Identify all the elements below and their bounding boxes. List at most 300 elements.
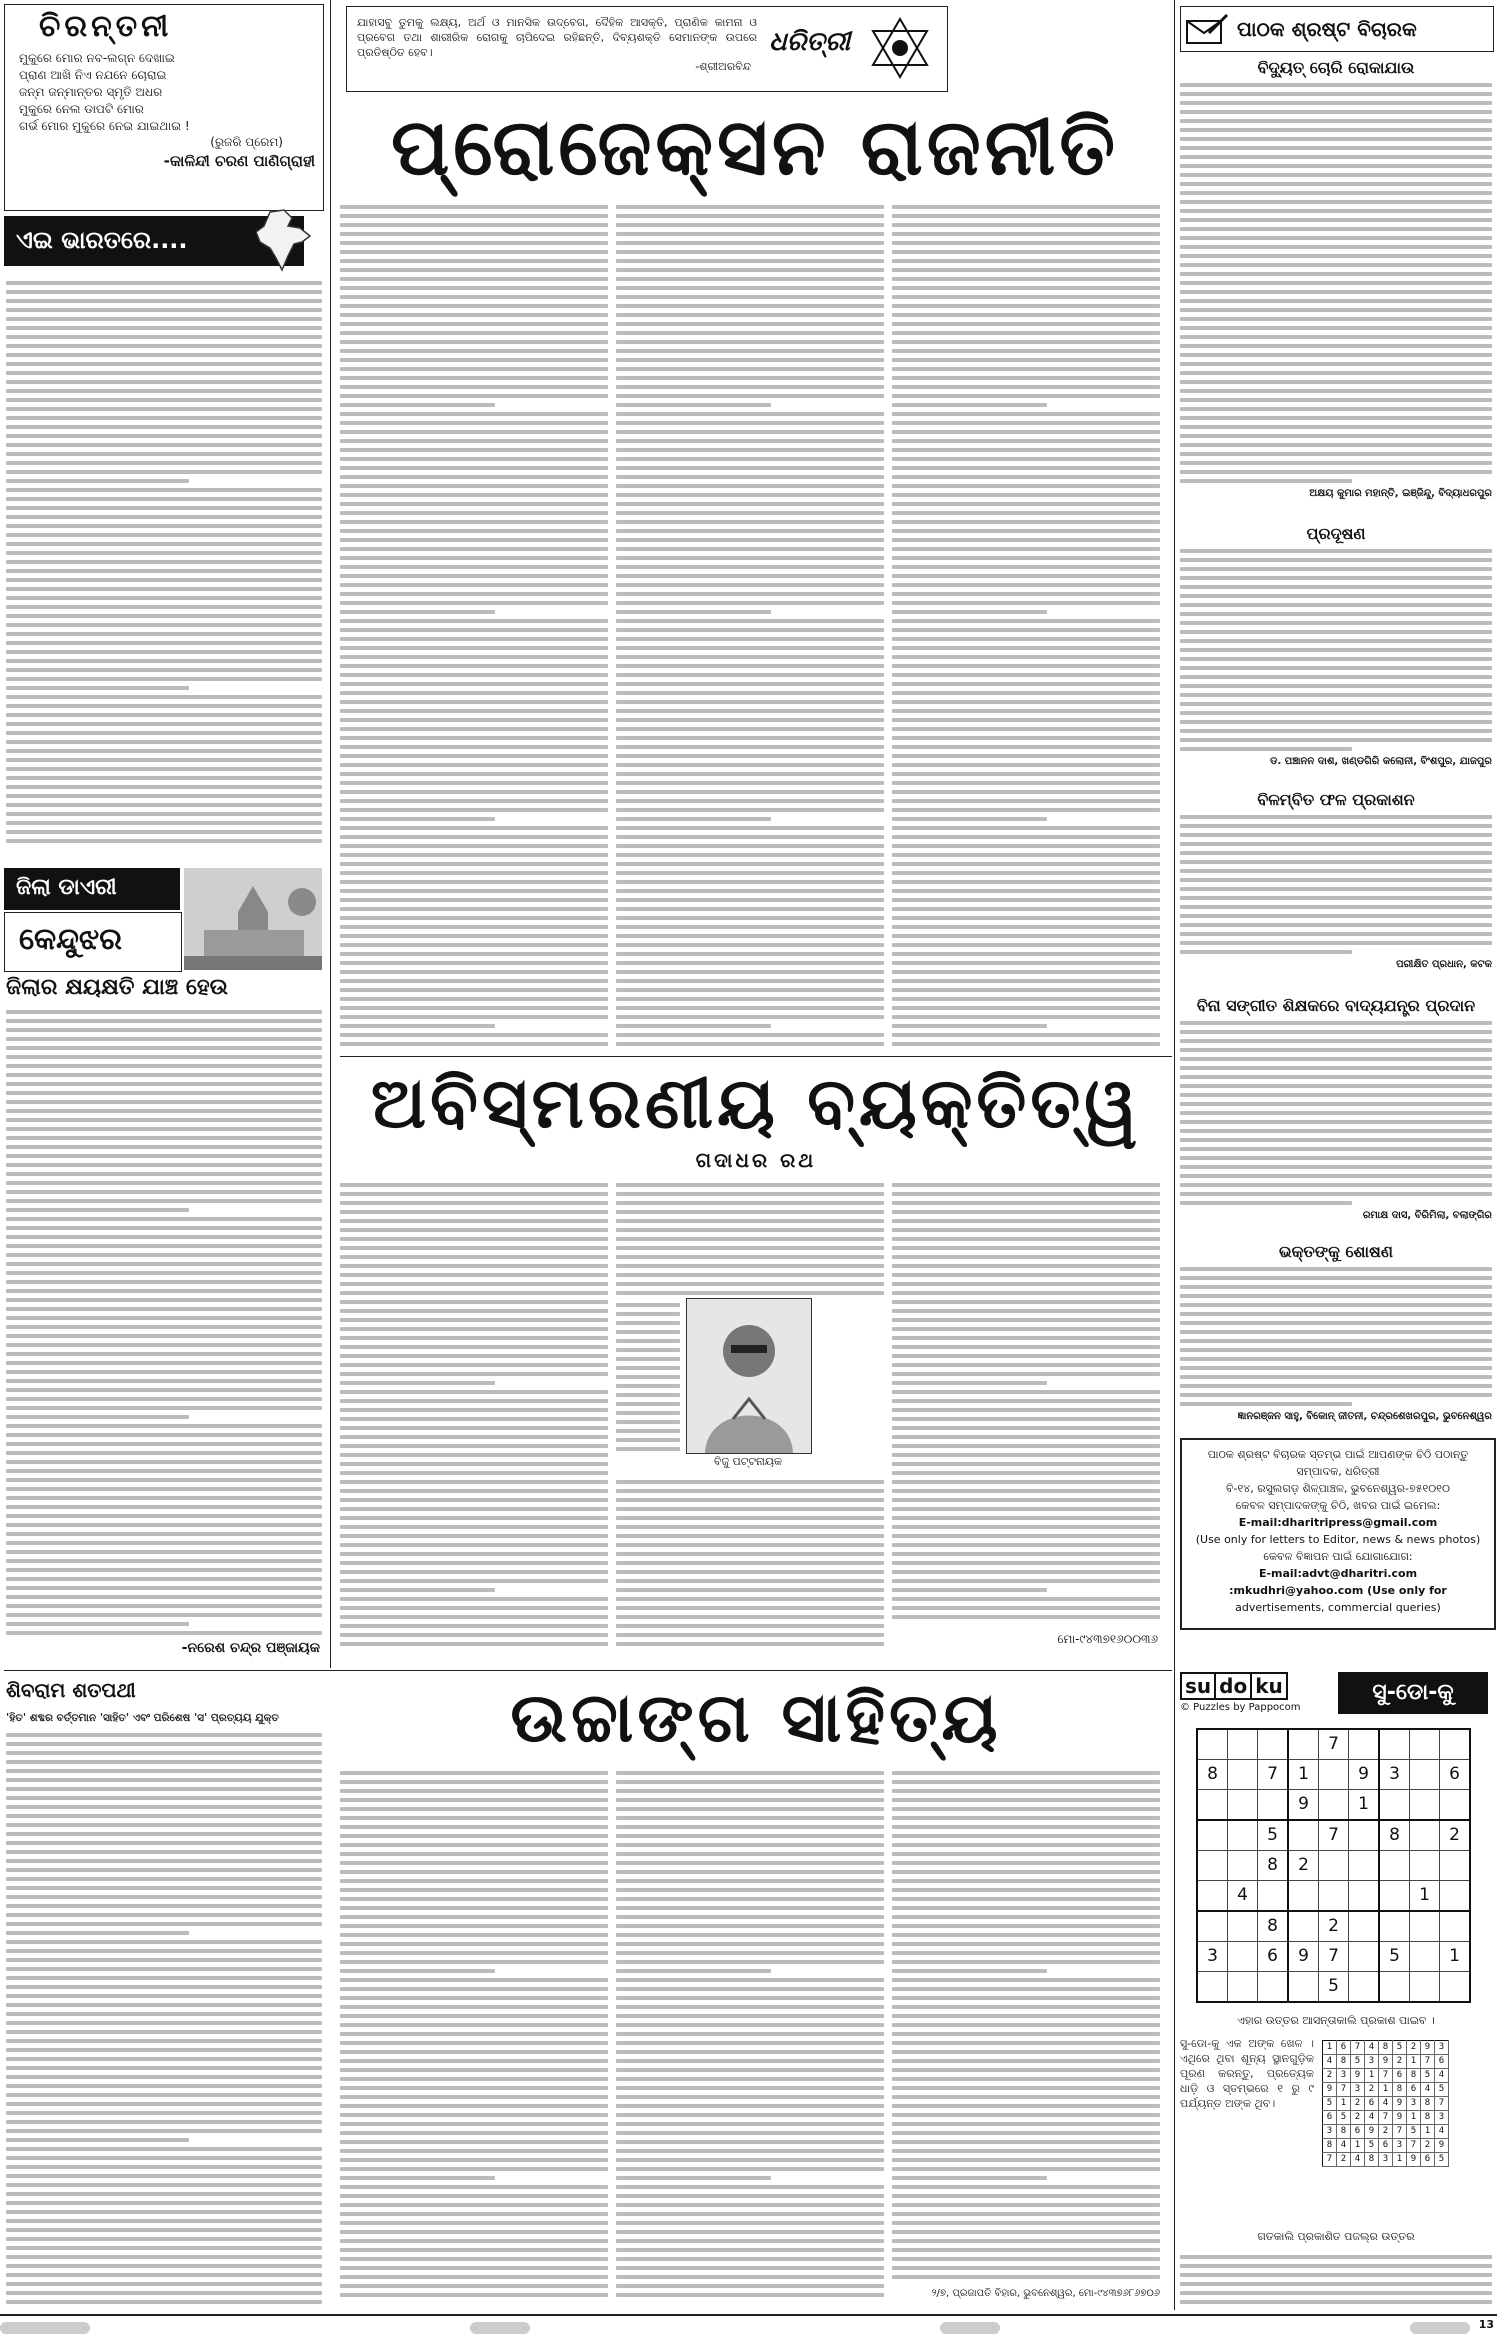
district-temple-photo (184, 868, 322, 970)
text-line (1180, 308, 1492, 312)
text-line (892, 2131, 1160, 2135)
text-line (6, 1841, 322, 1845)
text-line (892, 592, 1160, 596)
sudoku-cell (1288, 1881, 1319, 1912)
footer-bar-1 (0, 2322, 90, 2334)
solution-cell: 6 (1435, 2055, 1449, 2069)
text-line (892, 619, 1160, 623)
letter-author: ଅକ୍ଷୟ କୁମାର ମହାନ୍ତି, ଇଞ୍ଜିନ୍ଦୁ, ବିଦ୍ୟାଧରପୁର (1309, 488, 1492, 499)
text-line (340, 394, 608, 398)
text-line (616, 358, 884, 362)
solution-cell: 8 (1365, 2153, 1379, 2167)
text-line (616, 1579, 884, 1583)
solution-cell: 8 (1393, 2083, 1407, 2097)
text-line (340, 1534, 608, 1538)
article3-kicker: ଶିବରାମ ଶତପଥୀ (6, 1678, 136, 1702)
text-line (892, 2050, 1160, 2054)
text-line (6, 776, 322, 780)
solution-cell: 7 (1393, 2125, 1407, 2139)
text-line (6, 1805, 322, 1809)
sudoku-credit: © Puzzles by Pappocom (1180, 1702, 1301, 1713)
text-line (6, 1262, 322, 1266)
text-line (892, 889, 1160, 893)
poem-subtitle: (ରୁଜରି ପ୍ରେମ) (210, 135, 283, 149)
letter-author: ଡ. ପଞ୍ଚାନନ ଦାଶ, ଖଣ୍ଡଗିରି କଲୋନୀ, ବିଂଶପୁର, ଯାଜପୁର (1270, 756, 1492, 767)
text-line (340, 2284, 608, 2288)
text-line (340, 232, 608, 236)
sudoku-cell (1349, 1972, 1380, 2003)
sudoku-cell (1349, 1729, 1380, 1760)
text-line (892, 1987, 1160, 1991)
text-line (892, 844, 1160, 848)
text-line (616, 1570, 884, 1574)
text-line (6, 1307, 322, 1311)
text-line (340, 277, 608, 281)
solution-cell: 1 (1393, 2153, 1407, 2167)
solution-cell: 3 (1435, 2111, 1449, 2125)
text-line (1180, 738, 1492, 742)
text-line (616, 304, 884, 308)
text-line (340, 1996, 608, 2000)
text-line (340, 574, 608, 578)
sudoku-cell (1379, 1972, 1410, 2003)
text-line (1180, 923, 1492, 927)
text-line (340, 1861, 608, 1865)
text-line (6, 398, 322, 402)
sudoku-cell (1258, 1881, 1289, 1912)
solution-cell: 3 (1351, 2083, 1365, 2097)
text-line (340, 655, 608, 659)
text-line (616, 592, 884, 596)
text-line (6, 740, 322, 744)
text-line (616, 1516, 884, 1520)
text-line (892, 232, 1160, 236)
letter-headline: ପ୍ରଦୂଷଣ (1306, 524, 1366, 543)
text-line (892, 1933, 1160, 1937)
text-line (340, 1291, 608, 1295)
text-line (616, 385, 884, 389)
text-line (6, 1046, 322, 1050)
text-line (616, 700, 884, 704)
text-line (340, 1354, 608, 1358)
text-line (340, 835, 608, 839)
text-line (616, 1534, 884, 1538)
text-line (892, 493, 1160, 497)
text-line (616, 2077, 884, 2081)
text-line (616, 1480, 884, 1484)
text-line (616, 772, 884, 776)
text-line (616, 1210, 884, 1214)
text-line (616, 2239, 884, 2243)
text-line (6, 641, 322, 645)
text-line (6, 1868, 322, 1872)
article2-col1 (340, 1178, 608, 1648)
sudoku-cell: 3 (1379, 1760, 1410, 1790)
text-line (6, 425, 322, 429)
text-line (892, 2005, 1160, 2009)
text-line (1180, 146, 1492, 150)
text-line (340, 1264, 608, 1268)
text-line (6, 1742, 322, 1746)
text-line (616, 1624, 884, 1628)
text-line (616, 889, 884, 893)
text-line (1180, 407, 1492, 411)
text-line (1180, 1402, 1352, 1406)
text-line (6, 731, 322, 735)
solution-cell: 5 (1421, 2069, 1435, 2083)
text-line (892, 2212, 1160, 2216)
text-line (340, 718, 608, 722)
text-line (616, 862, 884, 866)
poem-body (5, 44, 323, 135)
text-line (6, 1370, 322, 1374)
text-line (892, 1273, 1160, 1277)
text-line (1180, 155, 1492, 159)
text-line (892, 952, 1160, 956)
text-line (892, 2077, 1160, 2081)
text-line (616, 1597, 884, 1601)
letter-item (1180, 522, 1492, 782)
text-line (892, 205, 1160, 209)
text-line (340, 412, 608, 416)
text-line (1180, 2300, 1492, 2304)
text-line (340, 2248, 608, 2252)
text-line (6, 1127, 322, 1131)
text-line (6, 1778, 322, 1782)
text-line (6, 1424, 322, 1428)
text-line (340, 340, 608, 344)
text-line (6, 821, 322, 825)
text-line (340, 1852, 608, 1856)
text-line (340, 925, 608, 929)
text-line (616, 1384, 680, 1388)
banner-quote-author: -ଶ୍ରୀଅରବିନ୍ଦ (695, 60, 751, 73)
text-line (616, 628, 884, 632)
text-line (1180, 1267, 1492, 1271)
text-line (892, 1978, 1160, 1982)
sudoku-cell: 1 (1349, 1790, 1380, 1821)
text-line (1180, 1357, 1492, 1361)
text-line (616, 1942, 884, 1946)
text-line (616, 2221, 884, 2225)
text-line (6, 1217, 322, 1221)
text-line (1180, 326, 1492, 330)
sudoku-cell (1319, 1881, 1349, 1912)
text-line (6, 2255, 322, 2259)
text-line (892, 1237, 1160, 1241)
text-line (616, 1246, 884, 1250)
text-line (6, 497, 322, 501)
text-line (616, 2149, 884, 2153)
text-line (616, 1606, 884, 1610)
text-line (6, 632, 322, 636)
text-line (1180, 914, 1492, 918)
text-line (892, 718, 1160, 722)
text-line (6, 2147, 322, 2151)
text-line (340, 1453, 608, 1457)
text-line (616, 277, 884, 281)
text-line (340, 1579, 608, 1583)
text-line (616, 1771, 884, 1775)
solution-cell: 4 (1351, 2153, 1365, 2167)
text-line (892, 961, 1160, 965)
text-line (616, 682, 884, 686)
right-bottom-text (1180, 2250, 1492, 2304)
text-line (616, 727, 884, 731)
sudoku-cell: 7 (1319, 1820, 1349, 1851)
text-line (616, 664, 884, 668)
text-line (1180, 693, 1492, 697)
text-line (340, 772, 608, 776)
text-line (892, 574, 1160, 578)
text-line (892, 1561, 1160, 1565)
text-line (1180, 299, 1492, 303)
text-line (340, 241, 608, 245)
text-line (616, 340, 884, 344)
text-line (616, 2131, 884, 2135)
text-line (6, 533, 322, 537)
sudoku-cell (1349, 1942, 1380, 1972)
text-line (892, 1525, 1160, 1529)
text-line (892, 1381, 1047, 1385)
text-line (340, 2167, 608, 2171)
text-line (340, 223, 608, 227)
text-line (6, 470, 322, 474)
text-line (616, 322, 884, 326)
text-line (616, 565, 884, 569)
text-line (616, 1312, 680, 1316)
text-line (340, 1561, 608, 1565)
text-line (6, 2219, 322, 2223)
text-line (616, 781, 884, 785)
text-line (6, 1442, 322, 1446)
text-line (892, 610, 1047, 614)
solution-cell: 6 (1379, 2139, 1393, 2153)
text-line (892, 862, 1160, 866)
text-line (340, 1933, 608, 1937)
text-line (340, 1897, 608, 1901)
text-line (6, 2075, 322, 2079)
text-line (1180, 1120, 1492, 1124)
text-line (892, 1390, 1160, 1394)
text-line (6, 2282, 322, 2286)
text-line (6, 1832, 322, 1836)
text-line (340, 2239, 608, 2243)
text-line (616, 1525, 884, 1529)
text-line (892, 367, 1160, 371)
text-line (616, 2266, 884, 2270)
text-line (892, 313, 1160, 317)
text-line (892, 1606, 1160, 1610)
text-line (892, 2167, 1160, 2171)
contact-line: (Use only for letters to Editor, news & news photos) (1195, 1533, 1481, 1546)
text-line (616, 1987, 884, 1991)
text-line (6, 2111, 322, 2115)
text-line (6, 1760, 322, 1764)
text-line (6, 2003, 322, 2007)
text-line (892, 754, 1160, 758)
text-line (892, 1042, 1160, 1046)
banner-quote: ଯାହାସବୁ ତୁମକୁ ଲକ୍ଷ୍ୟ, ଅର୍ଥ ଓ ମାନସିକ ଉଦ୍ବେଗ, ଦୈହିକ ଆସକ୍ତି, ପ୍ରାଣିକ କାମନା ଓ ପ୍ରବେଗ ତଥା ଶାରୀରିକ ରୋଗକୁ ଚାପିଦେଇ ରହିଛନ୍ତି, ଦିବ୍ୟଶକ୍ତି ସେମାନଙ୍କ ଉପରେ ପ୍ରତିଷ୍ଠିତ ହେବ। (357, 16, 757, 59)
text-line (6, 2093, 322, 2097)
sudoku-cell: 7 (1319, 1729, 1349, 1760)
solution-cell: 6 (1323, 2111, 1337, 2125)
text-line (892, 1228, 1160, 1232)
text-line (6, 299, 322, 303)
text-line (340, 2086, 608, 2090)
solution-cell: 9 (1365, 2125, 1379, 2139)
sudoku-cell (1197, 1881, 1228, 1912)
text-line (892, 1798, 1160, 1802)
text-line (6, 1532, 322, 1536)
sudoku-cell (1379, 1851, 1410, 1881)
text-line (616, 1447, 680, 1451)
text-line (6, 1478, 322, 1482)
text-line (616, 898, 884, 902)
text-line (892, 1870, 1160, 1874)
quote-banner (346, 6, 948, 92)
text-line (6, 1091, 322, 1095)
text-line (1180, 1384, 1492, 1388)
text-line (1180, 1393, 1492, 1397)
text-line (340, 556, 608, 560)
text-line (616, 1429, 680, 1433)
text-line (6, 1604, 322, 1608)
sudoku-cell (1228, 1851, 1258, 1881)
text-line (1180, 263, 1492, 267)
text-line (340, 754, 608, 758)
text-line (892, 520, 1160, 524)
text-line (6, 2129, 322, 2133)
text-line (892, 1834, 1160, 1838)
text-line (616, 2212, 884, 2216)
text-line (892, 1597, 1160, 1601)
text-line (6, 614, 322, 618)
sudoku-cell: 3 (1197, 1942, 1228, 1972)
text-line (892, 1588, 1047, 1592)
text-line (340, 511, 608, 515)
sudoku-cell (1197, 1851, 1228, 1881)
text-line (340, 475, 608, 479)
solution-cell: 6 (1421, 2153, 1435, 2167)
text-line (340, 880, 608, 884)
text-line (892, 664, 1160, 668)
text-line (1180, 380, 1492, 384)
text-line (340, 871, 608, 875)
text-line (6, 1019, 322, 1023)
text-line (892, 988, 1160, 992)
solution-cell: 3 (1323, 2125, 1337, 2139)
sudoku-cell: 6 (1440, 1760, 1471, 1790)
text-line (6, 1523, 322, 1527)
text-line (892, 475, 1160, 479)
text-line (616, 808, 884, 812)
letter-body (1180, 1267, 1492, 1406)
text-line (892, 1960, 1160, 1964)
text-line (616, 268, 884, 272)
text-line (6, 569, 322, 573)
sudoku-cell (1288, 1820, 1319, 1851)
text-line (616, 1264, 884, 1268)
text-line (616, 844, 884, 848)
text-line (340, 1879, 608, 1883)
text-line (340, 1399, 608, 1403)
text-line (616, 745, 884, 749)
text-line (6, 1073, 322, 1077)
text-line (6, 1100, 322, 1104)
text-line (616, 2050, 884, 2054)
text-line (340, 457, 608, 461)
text-line (892, 322, 1160, 326)
solution-cell: 1 (1351, 2139, 1365, 2153)
article3-lead: 'ହିତ' ଶବ୍ଦର ବର୍ତ୍ତମାନ 'ସାହିତ' ଏବଂ ପରିଶେଷ 'ସ' ପ୍ରତ୍ୟୟ ଯୁକ୍ତ (6, 1712, 279, 1724)
text-line (340, 1978, 608, 1982)
text-line (6, 389, 322, 393)
text-line (892, 1408, 1160, 1412)
text-line (616, 1282, 884, 1286)
text-line (1180, 747, 1352, 751)
text-line (1180, 1366, 1492, 1370)
text-line (340, 322, 608, 326)
solution-cell: 3 (1365, 2055, 1379, 2069)
text-line (6, 1505, 322, 1509)
text-line (616, 943, 884, 947)
text-line (1180, 416, 1492, 420)
footer-bar-4 (1410, 2322, 1470, 2334)
text-line (1180, 1111, 1492, 1115)
text-line (892, 637, 1160, 641)
solution-cell: 9 (1435, 2139, 1449, 2153)
projection-article-col2 (616, 200, 884, 1048)
text-line (1180, 815, 1492, 819)
text-line (892, 1888, 1160, 1892)
article3-col2 (340, 1766, 608, 2304)
sudoku-cell (1197, 1820, 1228, 1851)
text-line (616, 556, 884, 560)
text-line (340, 709, 608, 713)
text-line (1180, 1192, 1492, 1196)
text-line (340, 1246, 608, 1250)
text-line (616, 1273, 884, 1277)
text-line (892, 781, 1160, 785)
text-line (616, 430, 884, 434)
text-line (1180, 281, 1492, 285)
text-line (340, 1606, 608, 1610)
text-line (892, 1807, 1160, 1811)
text-line (6, 371, 322, 375)
text-line (340, 2104, 608, 2108)
text-line (340, 1642, 608, 1646)
text-line (340, 781, 608, 785)
text-line (892, 403, 1047, 407)
text-line (1180, 860, 1492, 864)
text-line (1180, 648, 1492, 652)
text-line (616, 466, 884, 470)
text-line (340, 1435, 608, 1439)
text-line (892, 286, 1160, 290)
text-line (6, 1850, 322, 1854)
text-line (616, 286, 884, 290)
text-line (1180, 83, 1492, 87)
text-line (892, 1924, 1160, 1928)
text-line (6, 560, 322, 564)
text-line (1180, 1030, 1492, 1034)
letters-header (1180, 6, 1494, 52)
footer-bar-2 (470, 2322, 530, 2334)
text-line (6, 317, 322, 321)
contact-line: advertisements, commercial queries) (1235, 1601, 1441, 1614)
text-line (6, 1958, 322, 1962)
